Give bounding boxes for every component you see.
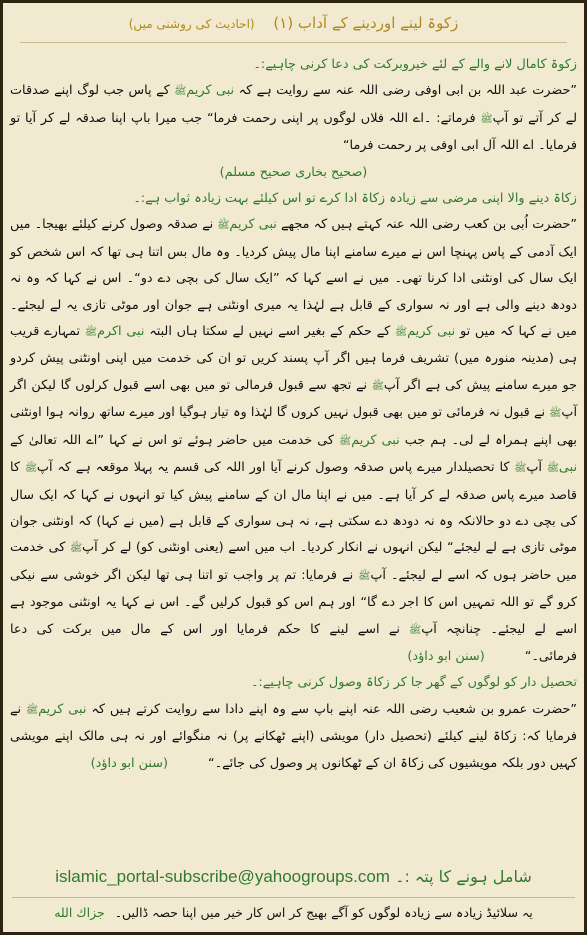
pbuh-symbol: ﷺ (514, 463, 527, 475)
text-segment: ”حضرت عبد اللہ بن ابی اوفی رضی اللہ عنہ سے روایت ہے کہ (234, 83, 577, 99)
pbuh-symbol: ﷺ (546, 463, 559, 475)
pbuh-symbol: ﷺ (26, 704, 39, 716)
prophet-name: نبی کریم (38, 701, 87, 717)
section-heading-1: زکوۃ کامال لانے والے کے لئے خیروبرکت کی دعا کرنی چاہیے:۔ (253, 57, 577, 72)
pbuh-symbol: ﷺ (395, 327, 408, 339)
text-segment: کا تحصیلدار میرے پاس صدقہ وصول کرنے آیا اور اللہ کی قسم یہ پہلا موقعہ ہے کہ آپ (36, 460, 515, 476)
document-header (20, 12, 567, 35)
pbuh-symbol: ﷺ (549, 408, 562, 420)
text-segment: کی خدمت میں حاضر ہوئے تو اس نے کہا ”اے اللہ تعالیٰ کے (10, 432, 340, 448)
subscribe-line (10, 866, 577, 888)
text-segment: تمہارے قریب ہی (مدینہ منورہ میں) تشریف فرما ہیں اگر آپ پسند کریں تو ان کی خدمت میں اپنی اونٹنی پیش کردو جو میرے سامنے پیش کی ہے اگر آپ (10, 324, 577, 393)
page-subtitle: (احادیث کی روشنی میں) (128, 17, 255, 31)
footer-divider (12, 897, 575, 898)
hadith-paragraph-1 (10, 78, 577, 159)
prophet-name: نبی (558, 460, 578, 476)
text-segment: نے اسے لینے کا حکم فرمایا اور اس کے مال میں برکت کی دعا فرمائی۔“ (10, 621, 577, 664)
footer (10, 902, 577, 924)
text-segment: نے تجھ سے قبول فرمالی تو میں بھی اسے قبول کرلوں گا لیکن اگر آپ (10, 377, 577, 421)
pbuh-symbol: ﷺ (409, 624, 422, 636)
text-segment: کا قاصد میرے پاس صدقہ لے کر آیا ہے۔ میں نے اپنا مال ان کے سامنے پیش کیا تو انہوں نے کہا کہ ایک سال کی بچی دے دو حالانکہ وہ نہ دودھ دے سکتی ہے، نہ ہی سواری کے قابل ہے (میں نے کہا) کہ اونٹنی جوان موٹی تازی ہے لے لیجئے“ لیکن انہوں نے انکار کردیا۔ اب میں اسے (یعنی اونٹنی کو) لے کر آپ (10, 460, 577, 556)
pbuh-symbol: ﷺ (371, 380, 384, 392)
prophet-name: نبی کریم (407, 324, 456, 340)
hadith-reference-2: (سنن ابو داؤد) (407, 648, 485, 664)
hadith-reference-1: (صحیح بخاری صحیح مسلم) (219, 164, 368, 180)
pbuh-symbol: ﷺ (84, 327, 97, 339)
subscribe-email-link[interactable]: islamic_portal-subscribe@yahoogroups.com (55, 867, 390, 886)
pbuh-symbol: ﷺ (339, 435, 352, 447)
text-segment: فرماتے: ۔اے اللہ فلاں لوگوں پر اپنی رحمت فرما“ جب میرا باپ اپنا صدقہ لے کر آیا تو فرمایا۔ اے اللہ آل ابی اوفی پر رحمت فرما“ (10, 110, 577, 154)
text-segment: نے فرمایا: تم پر واجب تو اتنا ہی تھا لیکن اگر خوشی سے نیکی کرو گے تو اللہ تمہیں اس کا اجر دے گا“ اور ہم اس کو قبول کرلیں گے۔ اس نے کہا یہ اونٹنی موجود ہے اسے لے لیجئے۔ چنانچہ آپ (10, 567, 577, 637)
text-segment: کے حکم کے بغیر اسے نہیں لے سکتا ہاں البتہ (144, 324, 396, 340)
text-segment: نے صدقہ وصول کرنے کیلئے بھیجا۔ میں ایک آدمی کے پاس پہنچا اس نے میرے سامنے اپنا مال پیش کردیا۔ وہ مال بس اتنا ہی تھا کہ اس شخص کو ایک سال کی اونٹنی ادا کرنا تھی۔ میں نے اسے کہا کہ ”ایک سال کی بچی دے دو“۔ اس نے کہا کہ وہ نہ دودھ دینے والی ہے اور نہ سواری کے قابل ہے لہٰذا یہ میری اونٹنی ہے جوان اور موٹی تازی یہ لے لیجئے۔ میں نے کہا کہ میں تو (10, 217, 578, 340)
section-heading-3: تحصیل دار کو لوگوں کے گھر جا کر زکاۃ وصول کرنی چاہیے:۔ (250, 675, 577, 691)
text-segment: آپ (526, 460, 547, 476)
text-segment: نے فرمایا کہ: زکاۃ لینے کیلئے (تحصیل دار) مویشی (اپنے ٹھکانے پر) نہ منگوائے اور نہ ہی مالک اپنے مویشی کہیں دور بلکہ مویشیوں کی زکاۃ ان کے ٹھکانوں پر وصول کی جائے۔“ (10, 701, 577, 771)
prophet-name: نبی کریم (186, 83, 235, 99)
hadith-reference-3: (سنن ابو داؤد) (90, 755, 168, 771)
text-segment: کے پاس جب لوگ اپنے صدقات لے کر آتے تو آپ (10, 83, 577, 126)
prophet-name: نبی کریم (351, 432, 400, 448)
pbuh-symbol: ﷺ (480, 113, 493, 125)
subscribe-label: شامل ہونے کا پتہ :۔ (395, 867, 532, 886)
pbuh-symbol: ﷺ (24, 463, 37, 475)
text-segment: ”حضرت عمرو بن شعیب رضی اللہ عنہ اپنے باپ سے وہ اپنے دادا سے روایت کرتے ہیں کہ (86, 701, 578, 717)
article-body (10, 52, 577, 777)
text-segment: کی خدمت میں حاضر ہوں کہ اسے لے لیجئے۔ آپ (10, 540, 578, 583)
hadith-paragraph-3 (10, 697, 577, 777)
page-title: زکوۃ لینے اوردینے کے آداب (١) (273, 14, 459, 32)
footer-thanks: جزاك الله (54, 905, 105, 920)
prophet-name: نبی کریم (229, 217, 277, 233)
footer-text: یہ سلائیڈ زیادہ سے زیادہ لوگوں کو آگے بھیج کر اس کار خیر میں اپنا حصہ ڈالیں۔ (114, 905, 533, 920)
section-heading-2: زکاۃ دینے والا اپنی مرضی سے زیادہ زکاۃ ادا کرے تو اس کیلئے بہت زیادہ ثواب ہے:۔ (133, 191, 577, 207)
prophet-name: نبی اکرم (96, 324, 145, 340)
header-divider (20, 42, 567, 43)
hadith-paragraph-2 (10, 212, 577, 670)
pbuh-symbol: ﷺ (174, 86, 187, 98)
pbuh-symbol: ﷺ (69, 543, 83, 555)
pbuh-symbol: ﷺ (358, 570, 371, 582)
text-segment: ”حضرت اُبی بن کعب رضی اللہ عنہ کہتے ہیں کہ مجھے (276, 217, 578, 233)
pbuh-symbol: ﷺ (217, 220, 230, 232)
text-segment: نے قبول نہ فرمائی تو میں بھی قبول نہیں کروں گا لہٰذا وہ تیار ہوگیا اور میرے ساتھ روانہ ہوا اونٹنی بھی اپنے ہمراہ لے لی۔ ہم جب (10, 405, 577, 448)
